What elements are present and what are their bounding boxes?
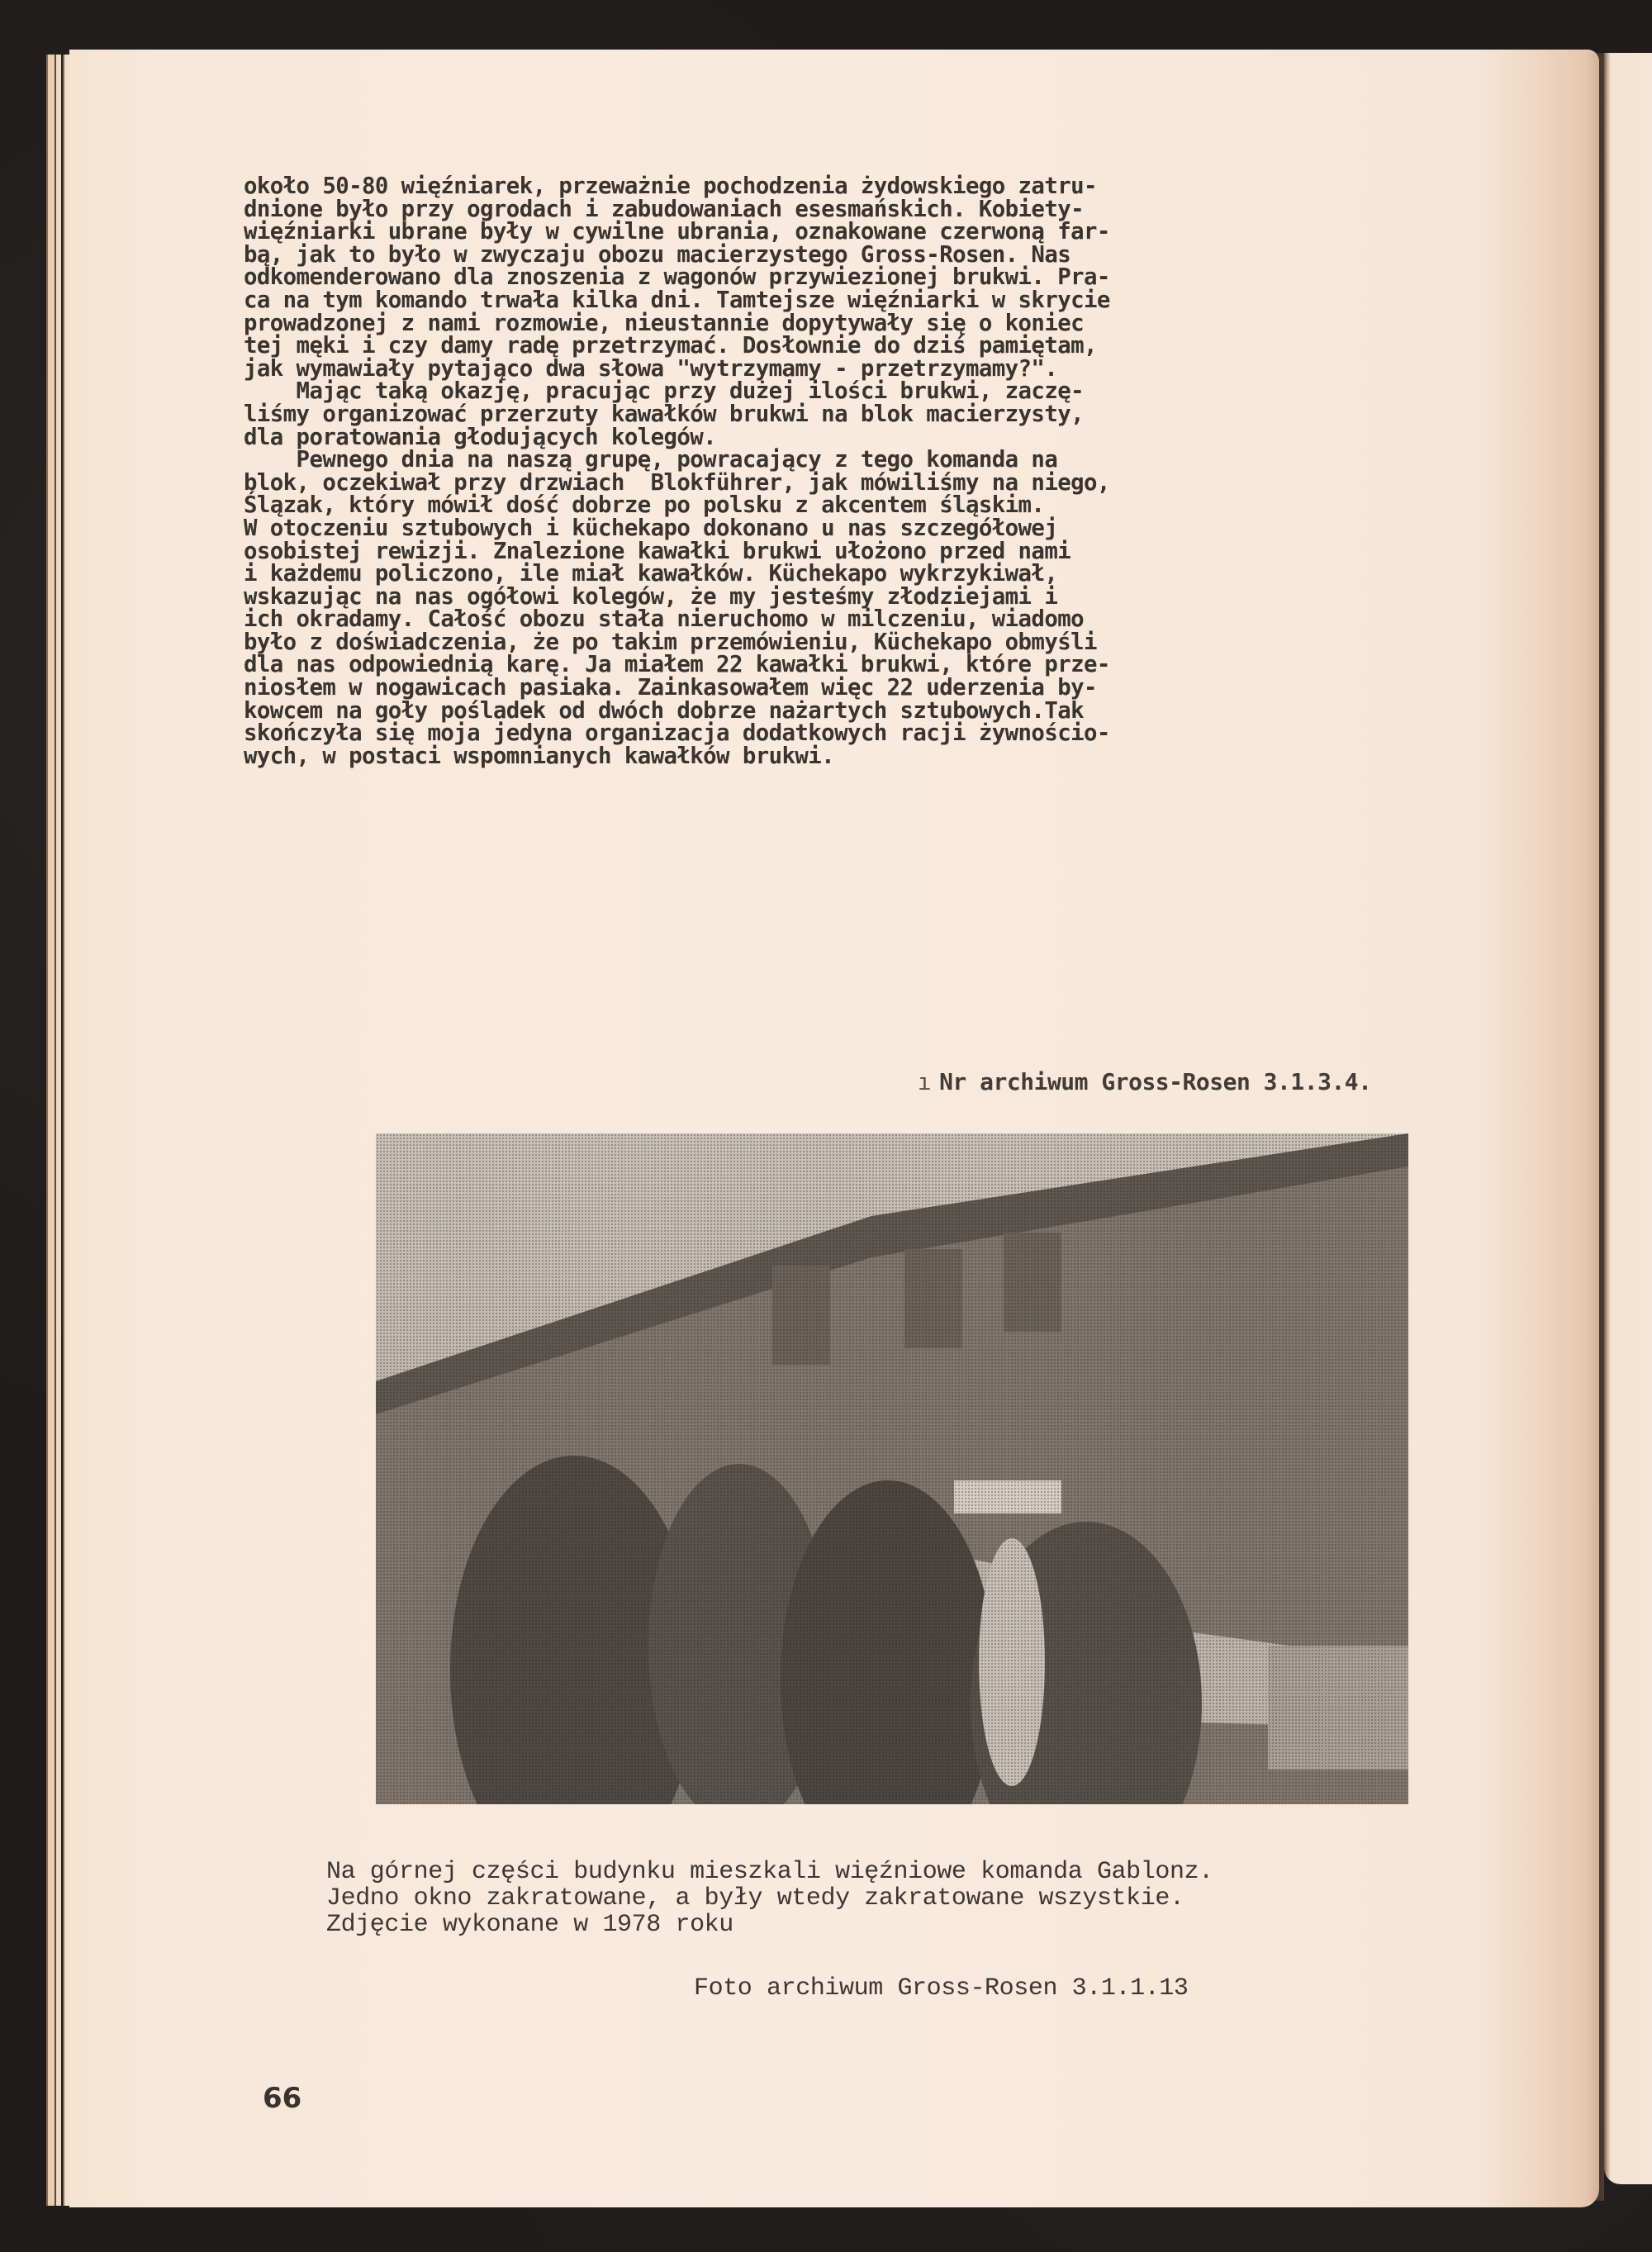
body-text-line: jak wymawiały pytająco dwa słowa "wytrzymamy - przetrzymamy?".: [244, 355, 1058, 382]
archive-note-text: Nr archiwum Gross-Rosen 3.1.3.4.: [939, 1068, 1372, 1095]
body-text-line: ca na tym komando trwała kilka dni. Tamtejsze więźniarki w skrycie: [244, 287, 1110, 313]
body-text-line: wskazując na nas ogółowi kolegów, że my jesteśmy złodziejami i: [244, 583, 1058, 610]
body-text-line: dnione było przy ogrodach i zabudowaniach esesmańskich. Kobiety-: [244, 196, 1084, 222]
body-text-line: blok, oczekiwał przy drzwiach Blokführer, jak mówiliśmy na niego,: [244, 469, 1110, 496]
body-text-line: liśmy organizować przerzuty kawałków brukwi na blok macierzysty,: [244, 401, 1084, 427]
body-text-line: skończyła się moja jedyna organizacja dodatkowych racji żywnościo-: [244, 720, 1110, 747]
body-text-line: Pewnego dnia na naszą grupę, powracający z tego komanda na: [244, 447, 1058, 473]
body-text-line: prowadzonej z nami rozmowie, nieustannie dopytywały się o koniec: [244, 310, 1084, 336]
body-text-line: tej męki i czy damy radę przetrzymać. Dosłownie do dziś pamiętam,: [244, 333, 1097, 359]
body-text-line: niosłem w nogawicach pasiaka. Zainkasowałem więc 22 uderzenia by-: [244, 675, 1097, 701]
page-stack-edge: [63, 55, 69, 2206]
body-text-line: Mając taką okazję, pracując przy dużej ilości brukwi, zaczę-: [244, 378, 1084, 405]
body-text-line: odkomenderowano dla znoszenia z wagonów przywiezionej brukwi. Pra-: [244, 264, 1110, 291]
page-stack-edge: [46, 55, 55, 2206]
photo-image: [376, 1133, 1408, 1804]
body-text-line: około 50-80 więźniarek, przeważnie pochodzenia żydowskiego zatru-: [244, 173, 1097, 199]
page-number: 66: [263, 2082, 302, 2115]
photograph: [376, 1133, 1408, 1804]
caption-line: Jedno okno zakratowane, a były wtedy zakratowane wszystkie.: [326, 1884, 1184, 1912]
body-text-line: osobistej rewizji. Znalezione kawałki brukwi ułożono przed nami: [244, 538, 1071, 564]
body-text-line: dla nas odpowiednią karę. Ja miałem 22 kawałki brukwi, które prze-: [244, 652, 1110, 678]
body-text-line: Ślązak, który mówił dość dobrze po polsku z akcentem śląskim.: [244, 492, 1045, 519]
photo-halftone: [376, 1133, 1408, 1804]
body-text-line: ich okradamy. Całość obozu stała nieruchomo w milczeniu, wiadomo: [244, 606, 1084, 633]
body-text-line: i każdemu policzono, ile miał kawałków. Küchekapo wykrzykiwał,: [244, 561, 1058, 587]
body-text-line: bą, jak to było w zwyczaju obozu macierzystego Gross-Rosen. Nas: [244, 241, 1071, 268]
next-page-edge: [1604, 53, 1652, 2184]
body-text-line: wych, w postaci wspomnianych kawałków brukwi.: [244, 743, 835, 769]
body-text-line: dla poratowania głodujących kolegów.: [244, 424, 717, 450]
photo-credit: Foto archiwum Gross-Rosen 3.1.1.13: [694, 1974, 1189, 2003]
gutter-shadow: [1586, 53, 1604, 2201]
photo-caption: [326, 1859, 1213, 1938]
body-text-line: więźniarki ubrane były w cywilne ubrania, oznakowane czerwoną far-: [244, 219, 1110, 245]
body-text: [244, 175, 1532, 767]
caption-line: Na górnej części budynku mieszkali więźniowe komanda Gablonz.: [326, 1858, 1213, 1886]
body-text-line: kowcem na goły pośladek od dwóch dobrze nażartych sztubowych.Tak: [244, 697, 1084, 724]
body-text-line: W otoczeniu sztubowych i küchekapo dokonano u nas szczegółowej: [244, 515, 1058, 541]
body-text-line: było z doświadczenia, że po takim przemówieniu, Küchekapo obmyśli: [244, 629, 1097, 655]
page-stack-edge: [55, 55, 61, 2206]
archive-note: [890, 1041, 1372, 1095]
caption-line: Zdjęcie wykonane w 1978 roku: [326, 1911, 733, 1939]
archive-note-marker: ı: [917, 1068, 932, 1095]
